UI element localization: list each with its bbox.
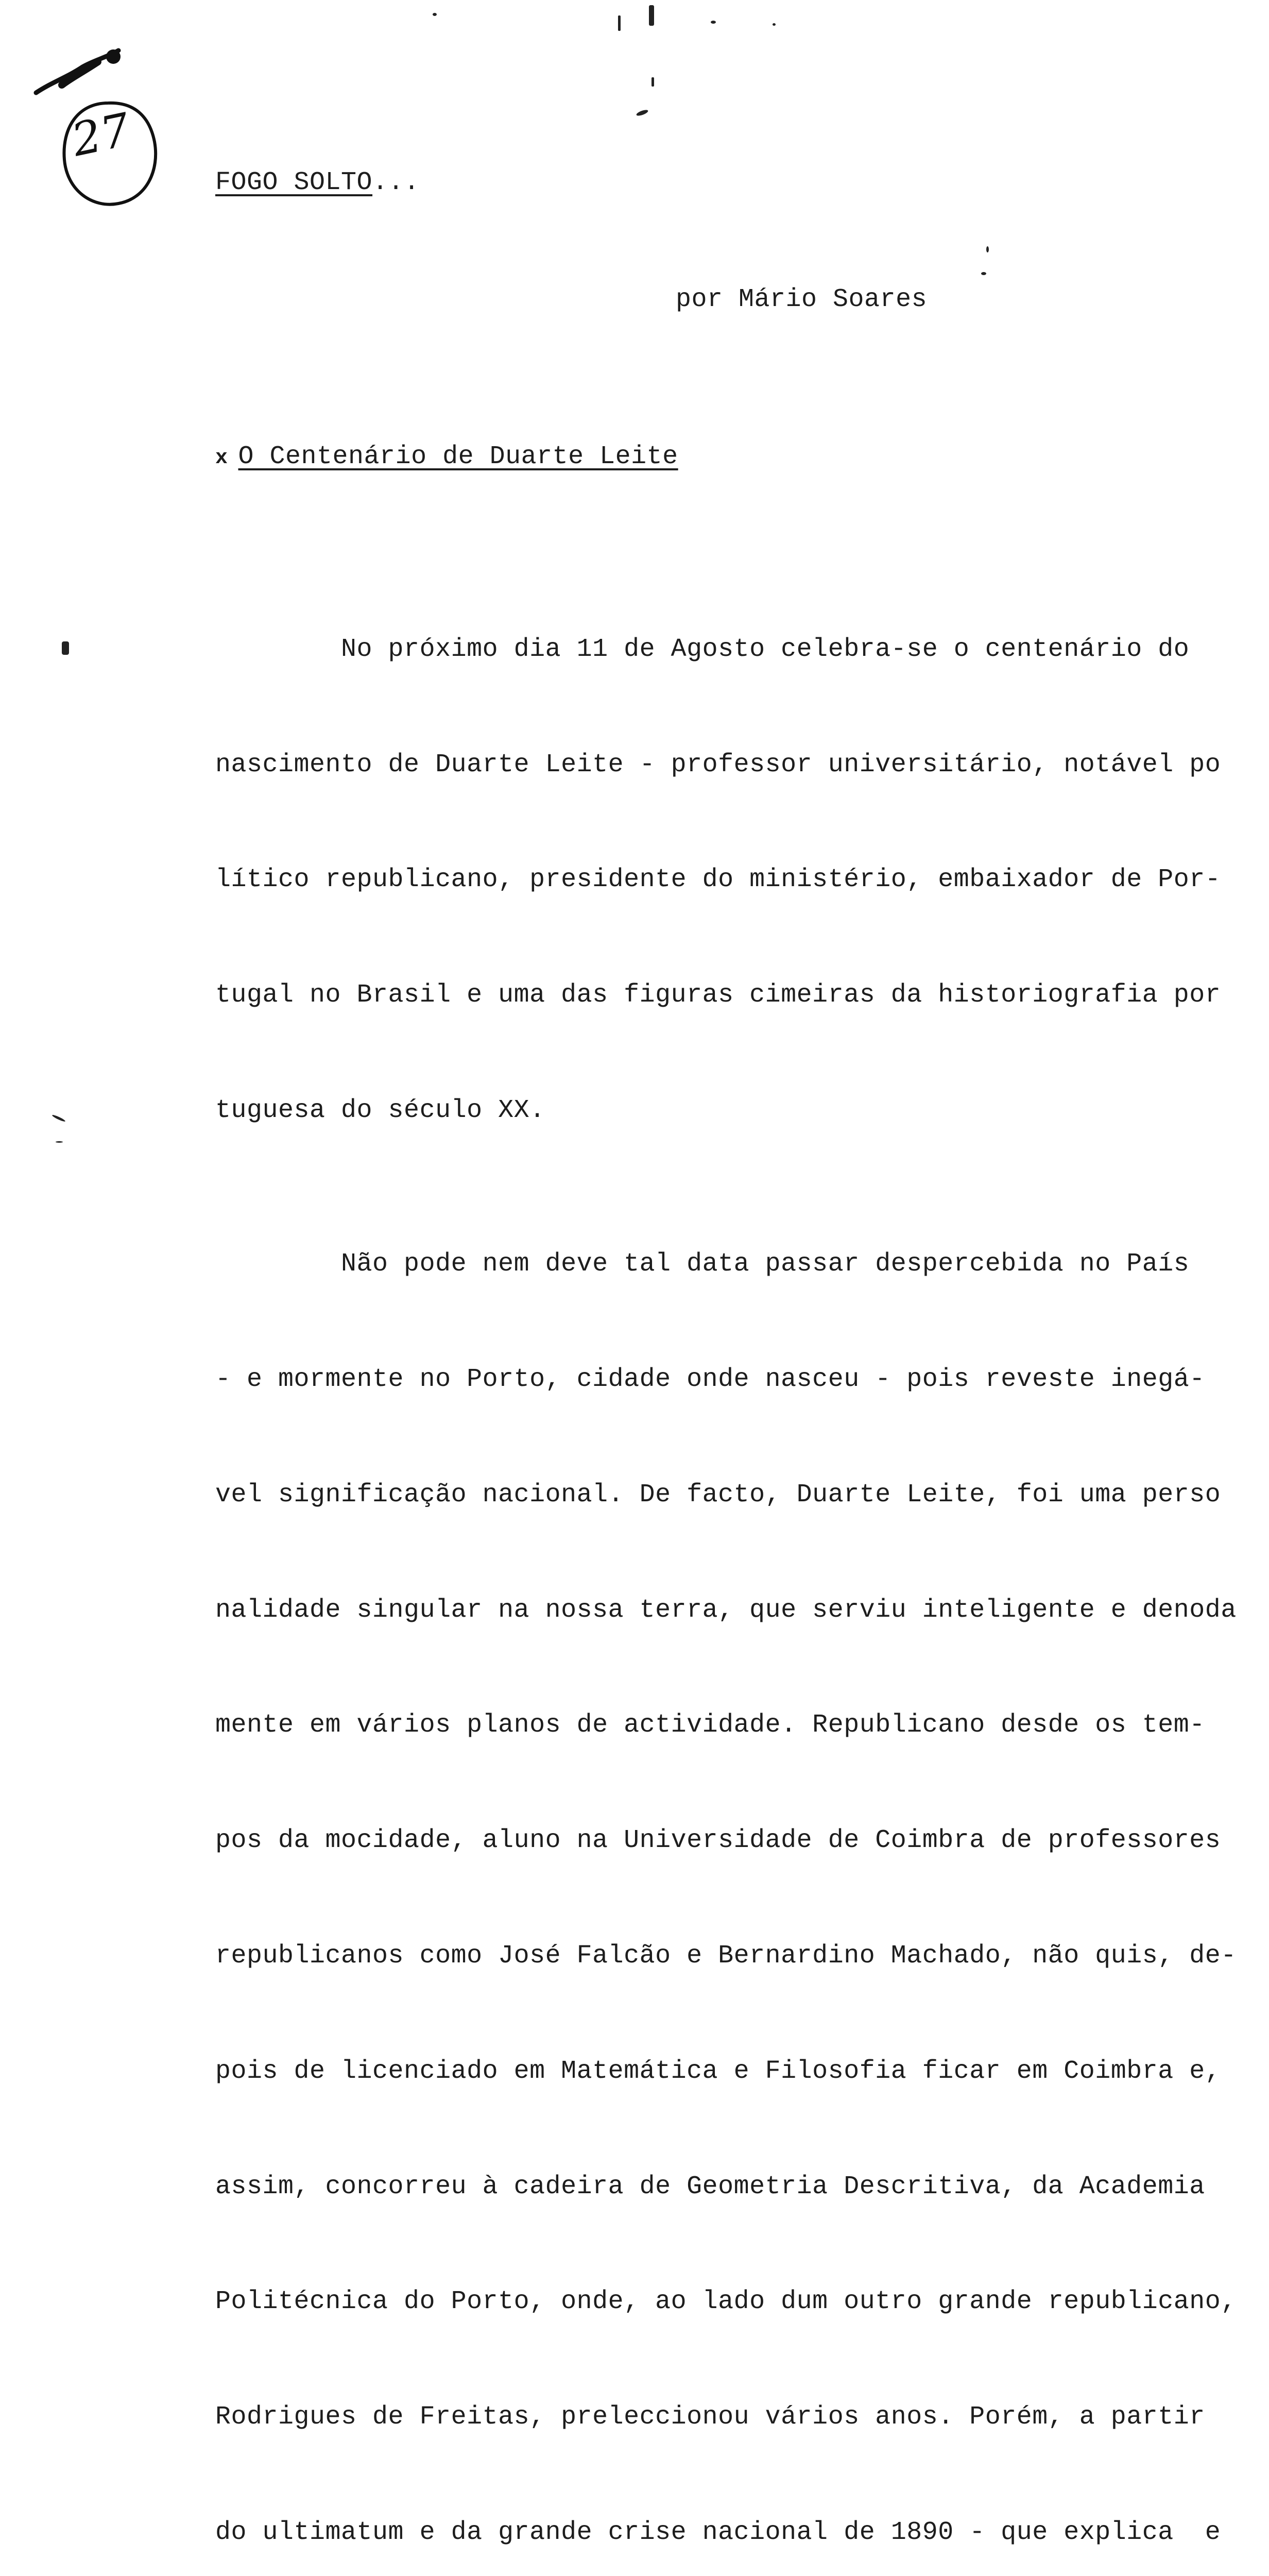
text-line: do ultimatum e da grande crise nacional de 1890 - que explica e	[215, 2517, 1221, 2547]
text-line: No próximo dia 11 de Agosto celebra-se o centenário do	[215, 634, 1190, 664]
text-line: Não pode nem deve tal data passar despercebida no País	[215, 1249, 1190, 1279]
document-title	[215, 164, 420, 202]
scan-speck-mark	[56, 1141, 63, 1143]
scan-speck-mark	[636, 109, 648, 117]
scan-speck-mark	[986, 246, 989, 252]
text-line: nascimento de Duarte Leite - professor universitário, notável po	[215, 750, 1221, 779]
author-byline: por Mário Soares	[676, 285, 928, 314]
scan-speck-mark	[618, 15, 621, 31]
text-line: lítico republicano, presidente do ministério, embaixador de Por-	[215, 865, 1221, 895]
text-line: pos da mocidade, aluno na Universidade de Coimbra de professores	[215, 1826, 1221, 1856]
scan-speck-mark	[711, 21, 716, 24]
text-line: Rodrigues de Freitas, preleccionou vários anos. Porém, a partir	[215, 2402, 1205, 2432]
scan-speck-mark	[433, 13, 437, 16]
text-line: tuguesa do século XX.	[215, 1095, 545, 1125]
text-line: vel significação nacional. De facto, Duarte Leite, foi uma perso	[215, 1480, 1221, 1510]
title-ellipsis: ...	[372, 168, 420, 197]
scan-speck-mark	[62, 641, 69, 655]
scan-speck-mark	[773, 23, 776, 26]
text-line: nalidade singular na nossa terra, que serviu inteligente e denoda	[215, 1595, 1237, 1625]
article-body	[215, 515, 1245, 2576]
text-line: - e mormente no Porto, cidade onde nasceu - pois reveste inegá-	[215, 1365, 1205, 1395]
section-heading	[215, 438, 678, 478]
scan-speck-mark	[52, 1114, 65, 1122]
scan-speck-mark	[651, 77, 654, 87]
bullet-icon: x	[215, 447, 228, 470]
title-text: FOGO SOLTO	[215, 168, 373, 197]
section-title: O Centenário de Duarte Leite	[238, 442, 678, 471]
scan-speck-mark	[981, 272, 986, 275]
text-line: tugal no Brasil e uma das figuras cimeiras da historiografia por	[215, 980, 1221, 1010]
scan-speck-mark	[649, 5, 654, 26]
page-number-annotation: 27	[67, 103, 135, 167]
text-line: republicanos como José Falcão e Bernardino Machado, não quis, de-	[215, 1941, 1237, 1971]
text-line: mente em vários planos de actividade. Republicano desde os tem-	[215, 1710, 1205, 1740]
text-line: assim, concorreu à cadeira de Geometria Descritiva, da Academia	[215, 2172, 1205, 2201]
text-line: pois de licenciado em Matemática e Filosofia ficar em Coimbra e,	[215, 2056, 1221, 2086]
text-line: Politécnica do Porto, onde, ao lado dum outro grande republicano,	[215, 2287, 1237, 2317]
